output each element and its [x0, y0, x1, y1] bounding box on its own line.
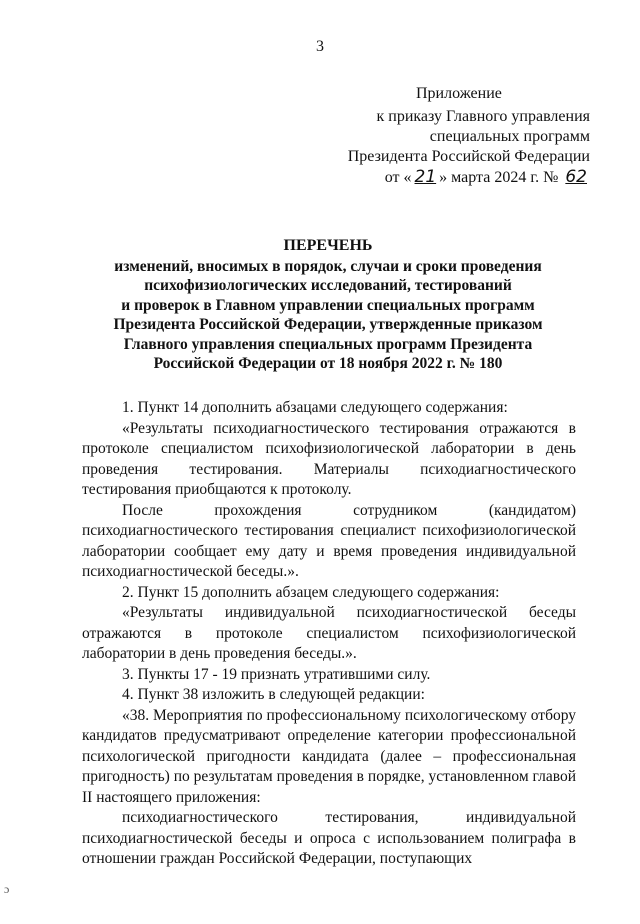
appendix-order-line: к приказу Главного управления [376, 108, 590, 125]
handwritten-number: 62 [565, 167, 587, 187]
appendix-date-line [330, 167, 590, 188]
document-body [82, 398, 576, 870]
title-line: изменений, вносимых в порядок, случаи и сроки проведения [114, 257, 542, 275]
title-heading: ПЕРЕЧЕНЬ [283, 237, 373, 254]
handwritten-day: 21 [414, 167, 437, 187]
paragraph: «38. Мероприятия по профессиональному психологическому отбору кандидатов предусматривают определение категории профессиональной психологической пригодности кандидата (далее – профессиональная пригодность) по результатам проведения в порядке, установленном главой II настоящего приложения: [82, 706, 576, 806]
title-line: психофизиологических исследований, тестирований [144, 277, 512, 294]
paragraph: психодиагностического тестирования, индивидуальной психодиагностической беседы и опроса с использованием полиграфа в отношении граждан Российской Федерации, поступающих [82, 809, 576, 867]
title-line: Главного управления специальных программ Президента [123, 335, 533, 353]
appendix-label: Приложение [416, 85, 502, 102]
paragraph: После прохождения сотрудником (кандидатом) психодиагностического тестирования специалист психофизиологической лаборатории сообщает ему дату и время проведения индивидуальной психодиагностической беседы.». [82, 501, 576, 580]
list-item-2: 2. Пункт 15 дополнить абзацем следующего содержания: [122, 583, 500, 601]
title-line: и проверок в Главном управлении специальных программ [121, 296, 535, 314]
list-item-4: 4. Пункт 38 изложить в следующей редакции: [122, 686, 425, 703]
title-line: Президента Российской Федерации, утвержденные приказом [113, 316, 543, 333]
paragraph: «Результаты психодиагностического тестирования отражаются в протоколе специалистом психофизиологической лаборатории в день проведения тестирования. Материалы психодиагностического тестирования приобщаются к протоколу. [82, 419, 576, 498]
list-item-1: 1. Пункт 14 дополнить абзацами следующего содержания: [122, 399, 508, 416]
document-title [80, 236, 576, 374]
appendix-header [330, 84, 590, 188]
margin-mark: ɔ [4, 882, 10, 896]
appendix-president-line: Президента Российской Федерации [347, 148, 590, 165]
list-item-3: 3. Пункты 17 - 19 признать утратившими силу. [122, 665, 431, 683]
title-line: Российской Федерации от 18 ноября 2022 г. № 180 [153, 355, 503, 372]
appendix-programs-line: специальных программ [429, 128, 590, 145]
page-number: 3 [316, 38, 324, 55]
date-prefix: от « [384, 169, 412, 186]
date-middle: » марта 2024 г. № [439, 169, 559, 186]
paragraph: «Результаты индивидуальной психодиагностической беседы отражаются в протоколе специалистом психофизиологической лаборатории в день проведения беседы.». [82, 604, 576, 662]
